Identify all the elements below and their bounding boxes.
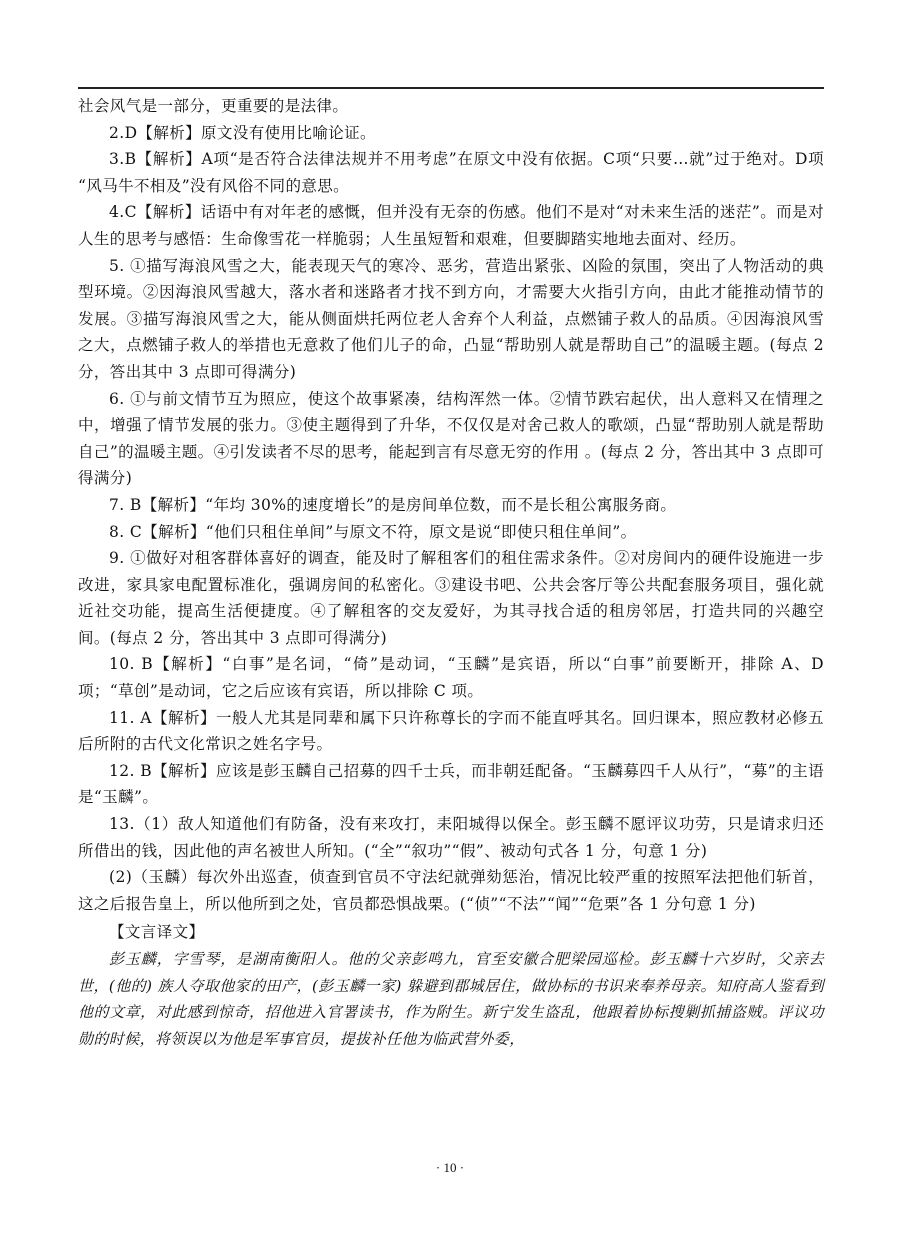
answer-12: 12. B【解析】应该是彭玉麟自己招募的四千士兵，而非朝廷配备。“玉麟募四千人从行”，“募”的主语是“玉麟”。 <box>78 761 824 807</box>
header-rule <box>78 87 824 89</box>
answer-3: 3.B【解析】A项“是否符合法律法规并不用考虑”在原文中没有依据。C项“只要…就”过于绝对。D项 “风马牛不相及”没有风俗不同的意思。 <box>78 150 824 195</box>
answer-6: 6. ①与前文情节互为照应，使这个故事紧凑，结构浑然一体。②情节跌宕起伏，出人意料又在情理之中，增强了情节发展的张力。③使主题得到了升华，不仅仅是对舍己救人的歌颂，凸显“帮助别人就是帮助自己”的温暖主题。④引发读者不尽的思考，能起到言有尽意无穷的作用 。(每点 2 分，答出其中 3 点即可得满分) <box>78 389 824 488</box>
page-number: · 10 · <box>435 1160 465 1175</box>
answer-13-part-1: 13.（1）敌人知道他们有防备，没有来攻打，耒阳城得以保全。彭玉麟不愿评议功劳，只是请求归还所借出的钱，因此他的声名被世人所知。(“全”“叙功”“假”、被动句式各 1 分，句意 1 分) <box>78 815 824 860</box>
translation-section <box>78 946 824 1052</box>
answer-7: 7. B【解析】“年均 30%的速度增长”的是房间单位数，而不是长租公寓服务商。 <box>109 495 677 514</box>
answer-2: 2.D【解析】原文没有使用比喻论证。 <box>109 123 376 142</box>
translation-heading: 【文言译文】 <box>109 923 205 942</box>
answer-4: 4.C【解析】话语中有对年老的感慨，但并没有无奈的伤感。他们不是对“对未来生活的迷茫”。而是对人生的思考与感悟：生命像雪花一样脆弱；人生虽短暂和艰难，但要脚踏实地地去面对、经历。 <box>78 203 824 248</box>
paragraph-continuation: 社会风气是一部分，更重要的是法律。 <box>78 97 349 115</box>
translation-text: 彭玉麟，字雪琴，是湖南衡阳人。他的父亲彭鸣九，官至安徽合肥梁园巡检。彭玉麟十六岁时，父亲去世，(他的) 族人夺取他家的田产，(彭玉麟一家) 躲避到郡城居住，做协标的书识来奉养母亲。知府高人鉴看到他的文章，对此感到惊奇，招他进入官署读书，作为附生。新宁发生盗乱，他跟着协标搜剿抓捕盗贼。评议功勋的时候，将领误以为他是军事官员，提拔补任他为临武营外委， <box>78 950 824 1048</box>
answer-5: 5. ①描写海浪风雪之大，能表现天气的寒冷、恶劣，营造出紧张、凶险的氛围，突出了人物活动的典型环境。②因海浪风雪越大，落水者和迷路者才找不到方向，才需要大火指引方向，由此才能推动情节的发展。③描写海浪风雪之大，能从侧面烘托两位老人舍弃个人利益，点燃铺子救人的品质。④因海浪风雪之大，点燃铺子救人的举措也无意救了他们儿子的命，凸显“帮助别人就是帮助自己”的温暖主题。(每点 2 分，答出其中 3 点即可得满分) <box>78 256 824 381</box>
answer-8: 8. C【解析】“他们只租住单间”与原文不符，原文是说“即使只租住单间”。 <box>109 522 637 541</box>
answer-9: 9. ①做好对租客群体喜好的调查，能及时了解租客们的租住需求条件。②对房间内的硬件设施进一步改进，家具家电配置标准化，强调房间的私密化。③建设书吧、公共会客厅等公共配套服务项目，强化就近社交功能，提高生活便捷度。④了解租客的交友爱好，为其寻找合适的租房邻居，打造共同的兴趣空间。(每点 2 分，答出其中 3 点即可得满分) <box>78 549 824 647</box>
document-body <box>78 93 824 1052</box>
answer-13-part-2: (2)（玉麟）每次外出巡查，侦查到官员不守法纪就弹劾惩治，情况比较严重的按照军法把他们斩首，这之后报告皇上，所以他所到之处，官员都恐惧战栗。(“侦”“不法”“闻”“危栗”各 1 分句意 1 分) <box>78 868 824 913</box>
answer-10: 10. B【解析】“白事”是名词，“倚”是动词，“玉麟”是宾语，所以“白事”前要断开，排除 A、D 项；“草创”是动词，它之后应该有宾语，所以排除 C 项。 <box>78 655 824 701</box>
answer-11: 11. A【解析】一般人尤其是同辈和属下只许称尊长的字而不能直呼其名。回归课本，照应教材必修五后所附的古代文化常识之姓名字号。 <box>78 708 824 754</box>
